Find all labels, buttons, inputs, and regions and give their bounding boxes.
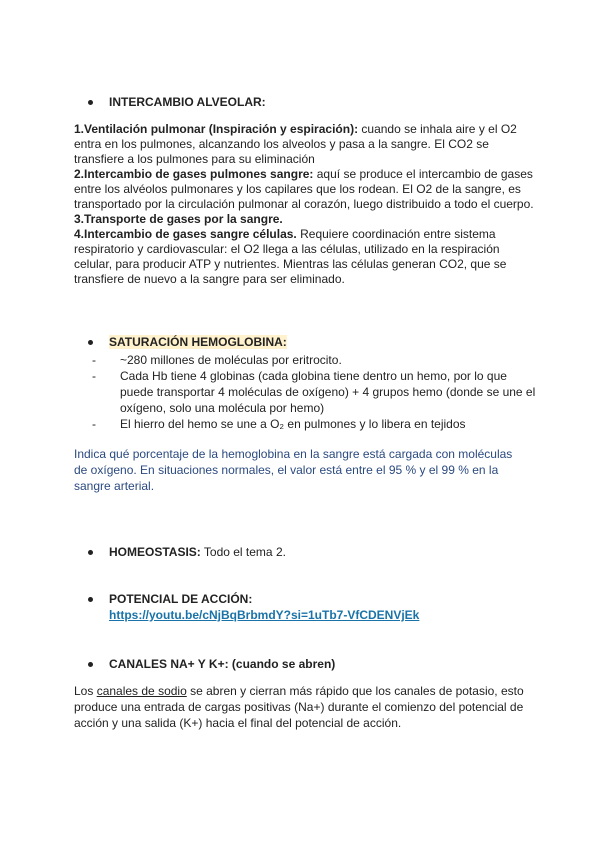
heading-text: SATURACIÓN HEMOGLOBINA: [109, 335, 287, 349]
section-heading-potencial [88, 592, 252, 606]
paragraph-1-title: 1.Ventilación pulmonar (Inspiración y espiración): [74, 122, 359, 136]
heading-text: POTENCIAL DE ACCIÓN: [109, 592, 253, 606]
saturacion-list [92, 352, 542, 432]
list-item: - El hierro del hemo se une a O₂ en pulmones y lo libera en tejidos [92, 417, 466, 431]
list-item: - ~280 millones de moléculas por eritrocito. [92, 353, 342, 367]
saturacion-note: Indica qué porcentaje de la hemoglobina en la sangre está cargada con moléculas de oxígeno. En situaciones normales, el valor está entre el 95 % y el 99 % en la sangre arterial. [74, 447, 513, 493]
bullet-icon [88, 662, 93, 667]
youtube-link[interactable]: https://youtu.be/cNjBqBrbmdY?si=1uTb7-VfCDENVjEk [109, 608, 420, 622]
paragraph-1 [74, 122, 534, 167]
heading-text: CANALES NA+ Y K+: (cuando se abren) [109, 657, 336, 671]
section-heading-saturacion [88, 335, 287, 349]
paragraph-2-text: aquí se produce el intercambio de gases entre los alvéolos pulmonares y los capilares que los rodean. El O2 de la sangre, es transportado por la circulación pulmonar al corazón, luego distribuido a todo el cuerpo. [74, 167, 534, 211]
canales-sodio-link[interactable]: canales de sodio [96, 684, 187, 698]
bullet-icon [88, 550, 93, 555]
paragraph-4 [74, 227, 534, 287]
heading-text: INTERCAMBIO ALVEOLAR: [109, 95, 266, 109]
paragraph-1-text: cuando se inhala aire y el O2 entra en los pulmones, alcanzando los alveolos y pasa a la sangre. El CO2 se transfiere a los pulmones para su eliminación [74, 122, 517, 166]
section-heading-intercambio [88, 95, 266, 109]
bullet-icon [88, 340, 93, 345]
paragraph-4-text: Requiere coordinación entre sistema respiratorio y cardiovascular: el O2 llega a las células, utilizado en la respiración celular, para producir ATP y nutrientes. Mientras las células generan CO2, que se transfiere de nuevo a la sangre para ser eliminado. [74, 227, 507, 286]
paragraph-intercambio [74, 122, 534, 287]
paragraph-2-title: 2.Intercambio de gases pulmones sangre: [74, 167, 314, 181]
paragraph-2 [74, 167, 534, 212]
list-item: - Cada Hb tiene 4 globinas (cada globina tiene dentro un hemo, por lo que puede transportar 4 moléculas de oxígeno) + 4 grupos hemo (donde se une el oxígeno, solo una molécula por hemo) [92, 369, 536, 415]
section-heading-homeostasis [88, 545, 286, 559]
bullet-icon [88, 100, 93, 105]
canales-paragraph: Los canales de sodio se abren y cierran más rápido que los canales de potasio, esto produce una entrada de cargas positivas (Na+) durante el comienzo del potencial de acción y una salida (K+) hacia el final del potencial de acción. [74, 684, 524, 730]
bullet-icon [88, 597, 93, 602]
section-heading-canales [88, 657, 335, 671]
paragraph-3-title: 3.Transporte de gases por la sangre. [74, 212, 283, 226]
paragraph-4-title: 4.Intercambio de gases sangre células. [74, 227, 297, 241]
heading-text: HOMEOSTASIS: Todo el tema 2. [109, 545, 286, 559]
